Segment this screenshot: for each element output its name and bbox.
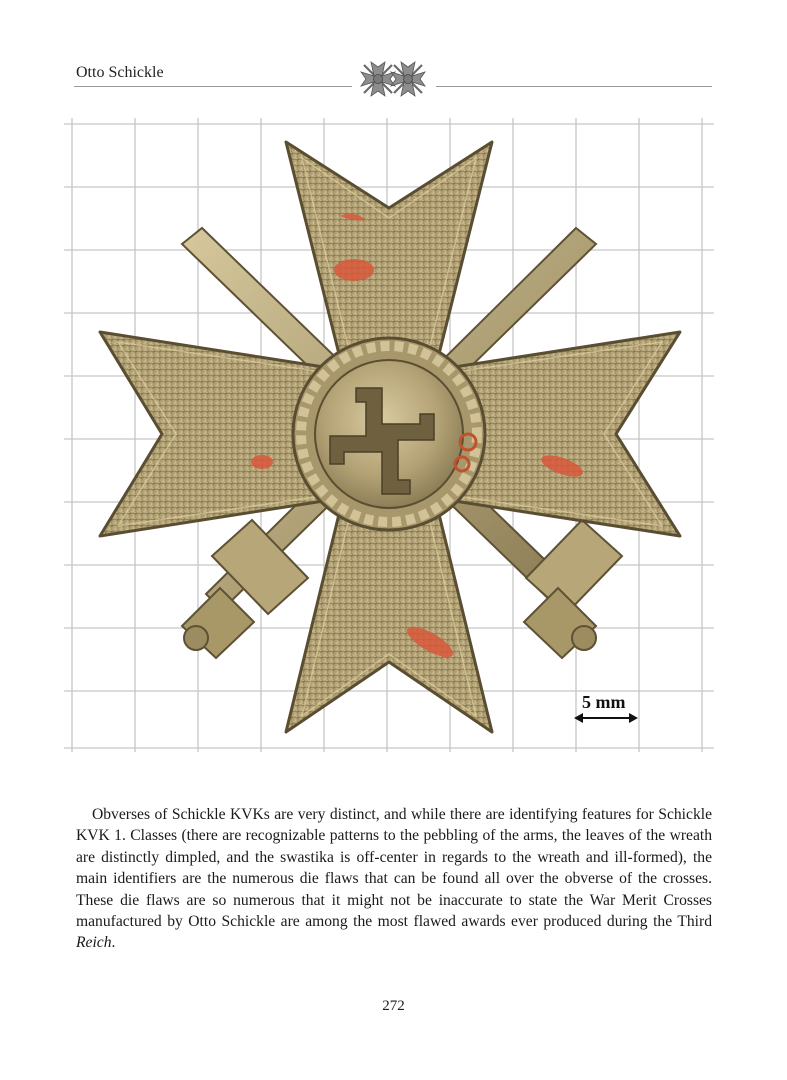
header-rule-right xyxy=(436,86,712,87)
cross-photo-figure xyxy=(64,118,714,758)
body-paragraph-italic: Reich xyxy=(76,934,112,952)
scale-bar-arrow-icon xyxy=(574,711,638,725)
page-number: 272 xyxy=(382,998,405,1014)
body-paragraph xyxy=(76,804,712,954)
twin-crosses-emblem-icon xyxy=(356,56,430,102)
body-paragraph-main: Obverses of Schickle KVKs are very distinct, and while there are identifying features for Schickle KVK 1. Classes (there are recognizable patterns to the pebbling of the arms, the leaves of the wreath are distinctly dimpled, and the swastika is off-center in regards to the wreath and ill-formed), the main identifiers are the numerous die flaws that can be found all over the obverse of the crosses. These die flaws are so numerous that it might not be inaccurate to state the War Merit Crosses manufactured by Otto Schickle are among the most flawed awards ever produced during the Third xyxy=(76,806,712,931)
body-paragraph-end: . xyxy=(111,934,116,952)
running-header-title: Otto Schickle xyxy=(76,64,164,81)
scale-bar-label: 5 mm xyxy=(582,692,626,712)
war-merit-cross-with-swords-icon xyxy=(100,142,680,732)
wreath-center-medallion-icon xyxy=(293,338,485,530)
header-rule-left xyxy=(74,86,352,87)
